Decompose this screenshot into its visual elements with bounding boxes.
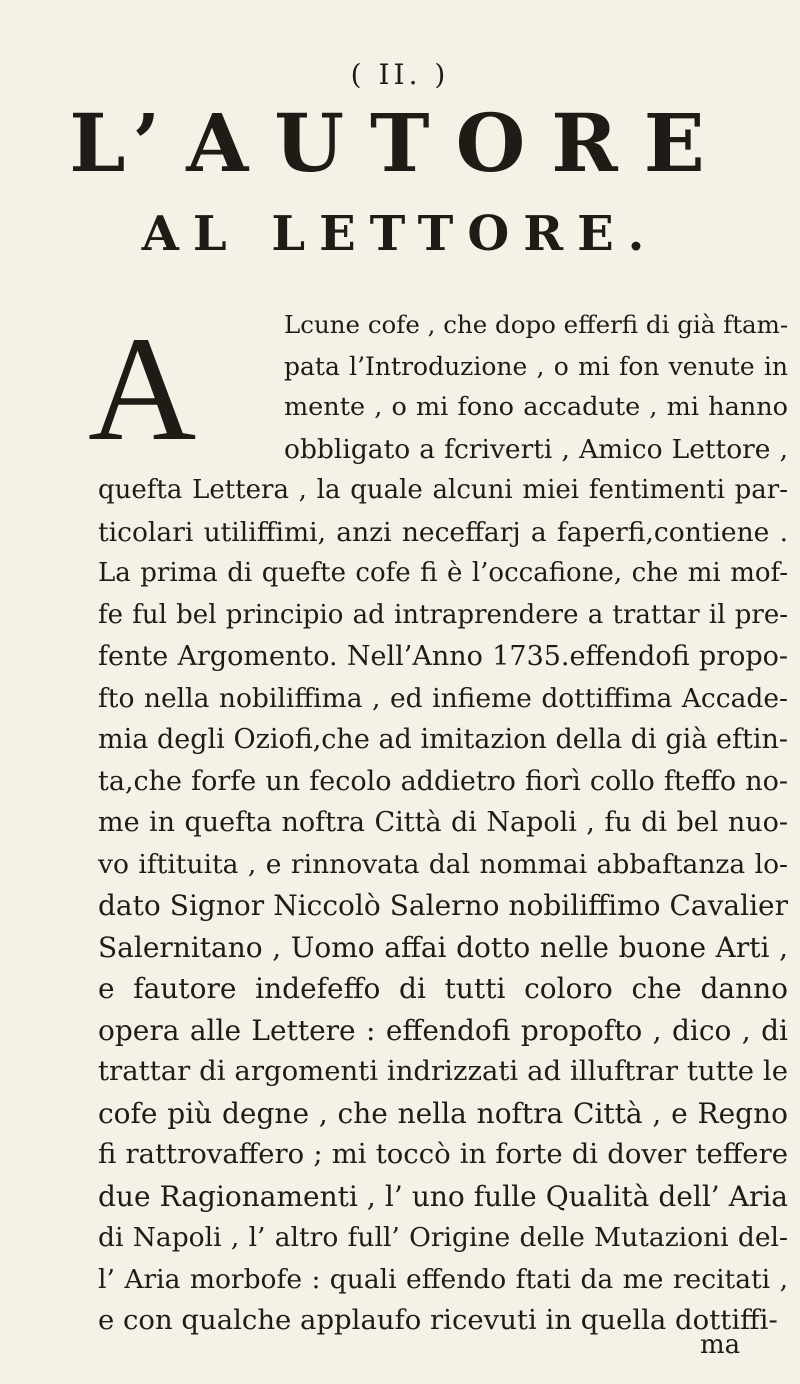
page-title: L’AUTORE <box>69 96 731 190</box>
text-line: pata l’Introduzione , o mi fon venute in <box>284 351 788 381</box>
text-line: Lcune cofe , che dopo efferfi di già ftam- <box>284 310 789 339</box>
text-line: vo iftituita , e rinnovata dal nommai abbaftanza lo- <box>98 848 788 880</box>
page-number: ( II. ) <box>350 58 450 91</box>
drop-cap: A <box>88 306 197 472</box>
text-line: fto nella nobiliffima , ed infieme dottiffima Accade- <box>98 682 788 714</box>
text-line: Salernitano , Uomo affai dotto nelle buone Arti , <box>98 930 788 964</box>
text-line: e fautore indefeffo di tutti coloro che danno <box>98 972 788 1005</box>
text-line: l’ Aria morbofe : quali effendo ftati da me recitati , <box>98 1263 788 1295</box>
page-subtitle: AL LETTORE. <box>141 206 659 262</box>
body-text <box>98 304 788 1342</box>
text-line: fente Argomento. Nell’Anno 1735.effendofi propo- <box>98 641 788 672</box>
text-line: mente , o mi fono accadute , mi hanno <box>284 392 788 422</box>
text-line: di Napoli , l’ altro full’ Origine delle Mutazioni del- <box>98 1222 788 1253</box>
text-line: mia degli Oziofi,che ad imitazion della di già eftin- <box>98 724 788 755</box>
text-line: dato Signor Niccolò Salerno nobiliffimo Cavalier <box>98 889 788 922</box>
text-line: trattar di argomenti indrizzati ad illuftrar tutte le <box>98 1055 788 1087</box>
text-line: opera alle Lettere : effendofi propofto , dico , di <box>98 1013 788 1047</box>
text-line: cofe più degne , che nella noftra Città , e Regno <box>98 1096 788 1130</box>
text-line: fi rattrovaffero ; mi toccò in forte di dover teffere <box>98 1138 788 1170</box>
catchword: ma <box>700 1330 741 1360</box>
text-line: quefta Lettera , la quale alcuni miei fentimenti par- <box>98 475 788 505</box>
text-line: obbligato a fcriverti , Amico Lettore , <box>284 433 788 465</box>
text-line: me in quefta noftra Città di Napoli , fu di bel nuo- <box>98 807 788 838</box>
text-line: due Ragionamenti , l’ uno fulle Qualità dell’ Aria <box>98 1179 788 1213</box>
text-line: e con qualche applaufo ricevuti in quella dottiffi- <box>98 1304 778 1336</box>
text-line: ta,che forfe un fecolo addietro fiorì collo fteffo no- <box>98 765 788 797</box>
text-line: La prima di quefte cofe fi è l’occafione, che mi mof- <box>98 558 788 588</box>
text-line: fe ful bel principio ad intraprendere a trattar il pre- <box>98 599 788 630</box>
text-line: ticolari utiliffimi, anzi neceffarj a faperfi,contiene . <box>98 516 788 548</box>
